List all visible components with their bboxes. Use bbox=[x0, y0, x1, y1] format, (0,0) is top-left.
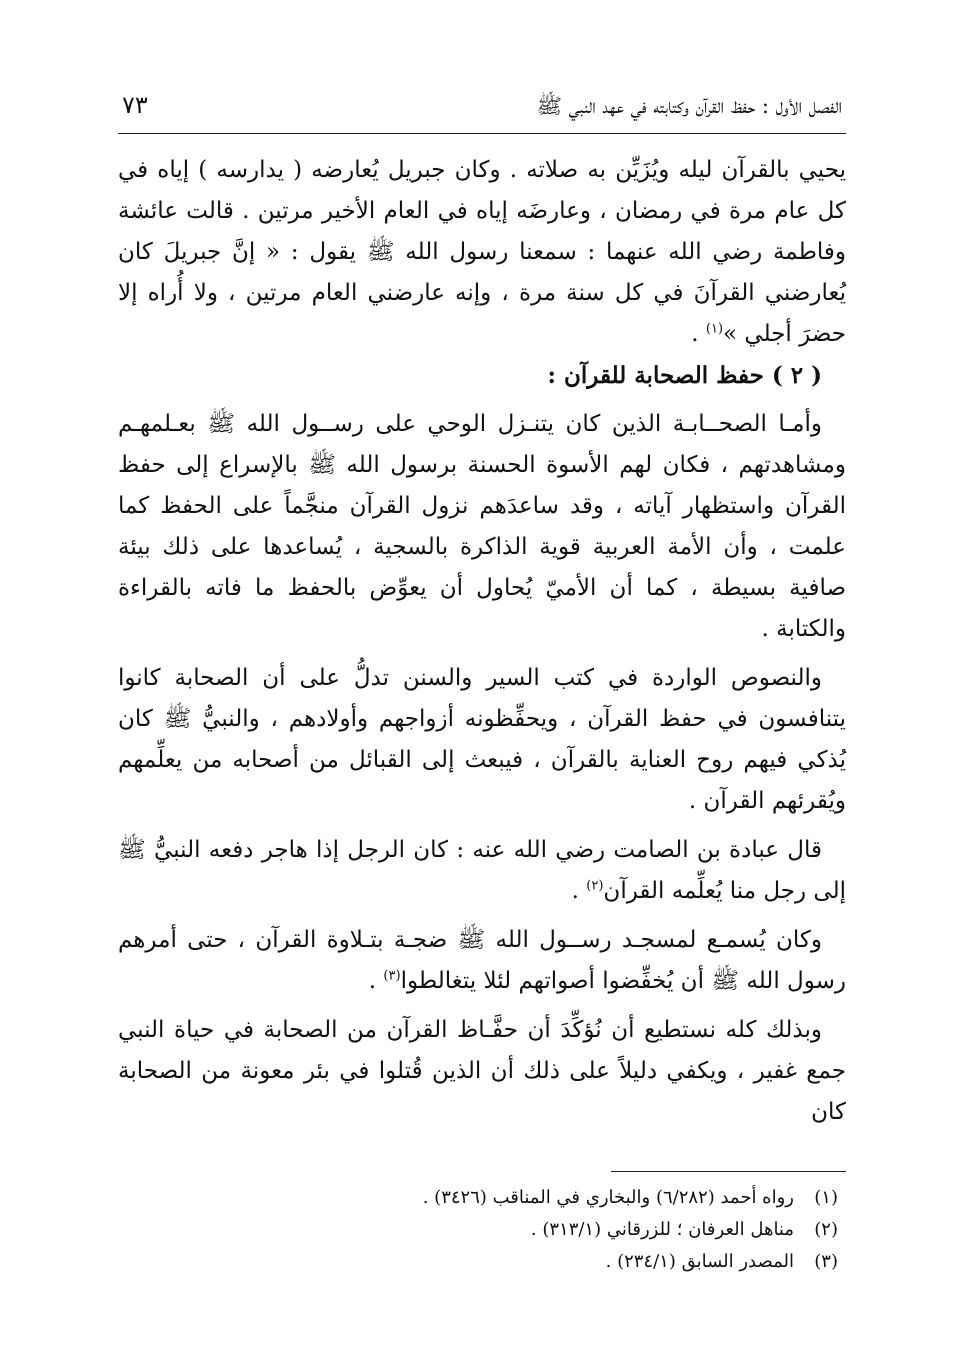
section-heading: ( ٢ ) حفظ الصحابة للقرآن : bbox=[547, 362, 822, 389]
paragraph-1 bbox=[118, 150, 846, 355]
footnote-rule bbox=[611, 1171, 846, 1172]
paragraph-1-end: . bbox=[691, 321, 706, 347]
paragraph-4 bbox=[118, 830, 846, 912]
footnote-ref-1[interactable]: (١) bbox=[705, 321, 724, 337]
footnotes bbox=[118, 1182, 846, 1278]
chapter-title: الفصل الأول : حفظ القرآن وكتابته في عهد النبي ﷺ bbox=[536, 94, 842, 118]
footnote-3 bbox=[118, 1246, 846, 1278]
footnote-number: (٣) bbox=[814, 1251, 838, 1272]
header-rule bbox=[118, 133, 846, 134]
page-number: ٧٣ bbox=[122, 91, 148, 119]
running-header bbox=[118, 88, 846, 123]
paragraph-4-text: قال عبادة بن الصامت رضي الله عنه : كان الرجل إذا هاجر دفعه النبيُّ ﷺ إلى رجل منا يُعلِّمه القرآن bbox=[118, 837, 846, 904]
main-text bbox=[118, 150, 846, 1133]
footnote-text: المصدر السابق (٢٣٤/١) . bbox=[605, 1251, 794, 1272]
paragraph-4-end: . bbox=[571, 878, 587, 904]
footnote-1 bbox=[118, 1182, 846, 1214]
paragraph-5 bbox=[118, 920, 846, 1002]
footnote-number: (١) bbox=[814, 1187, 838, 1208]
footnote-text: رواه أحمد (٦/٢٨٢) والبخاري في المناقب (٣٤٢٦) . bbox=[422, 1187, 794, 1208]
footnote-ref-2[interactable]: (٢) bbox=[586, 878, 604, 894]
footnote-2 bbox=[118, 1214, 846, 1246]
paragraph-1-text: يحيي بالقرآن ليله ويُزَيِّن به صلاته . وكان جبريل يُعارضه ( يدارسه ) إياه في كل عام مرة في رمضان ، وعارضَه إياه في العام الأخير مرتين . قالت عائشة وفاطمة رضي الله عنهما : سمعنا رسول الله ﷺ يقول : « إنَّ جبريلَ كان يُعارضني القرآنَ في كل سنة مرة ، وإنه عارضني العام مرتين ، ولا أُراه إلا حضرَ أجلي » bbox=[118, 157, 846, 347]
paragraph-6: وبذلك كله نستطيع أن نُؤكِّدَ أن حفَّـاظ القرآن من الصحابة في حياة النبي جمع غفير ، ويكفي دليلاً على ذلك أن الذين قُتلوا في بئر معونة من الصحابة كان bbox=[118, 1017, 846, 1125]
paragraph-3: والنصوص الواردة في كتب السير والسنن تدلُّ على أن الصحابة كانوا يتنافسون في حفظ القرآن ، ويحفِّظونه أزواجهم وأولادهم ، والنبيُّ ﷺ كان يُذكي فيهم روح العناية بالقرآن ، فيبعث إلى القبائل من أصحابه من يعلِّمهم ويُقرئهم القرآن . bbox=[118, 665, 846, 814]
paragraph-5-end: . bbox=[368, 968, 384, 994]
paragraph-2: وأمـا الصحــابـة الذين كان يتنـزل الوحي على رســول الله ﷺ بعـلمهـم ومشاهدتهم ، فكان لهم الأسوة الحسنة برسول الله ﷺ بالإسراع إلى حفظ القرآن واستظهار آياته ، وقد ساعدَهم نزول القرآن منجَّماً على الحفظ كما علمت ، وأن الأمة العربية قوية الذاكرة بالسجية ، يُساعدها على ذلك بيئة صافية بسيطة ، كما أن الأميّ يُحاول أن يعوِّض بالحفظ ما فاته بالقراءة والكتابة . bbox=[118, 411, 846, 642]
footnote-ref-3[interactable]: (٣) bbox=[383, 968, 401, 984]
footnote-number: (٢) bbox=[814, 1219, 838, 1240]
paragraph-5-text: وكان يُسمـع لمسجـد رســول الله ﷺ ضجـة بتـلاوة القرآن ، حتى أمرهم رسول الله ﷺ أن يُخفِّضوا أصواتهم لئلا يتغالطوا bbox=[118, 927, 846, 994]
footnote-text: مناهل العرفان ؛ للزرقاني (٣١٣/١) . bbox=[530, 1219, 794, 1240]
book-page bbox=[118, 88, 846, 1278]
